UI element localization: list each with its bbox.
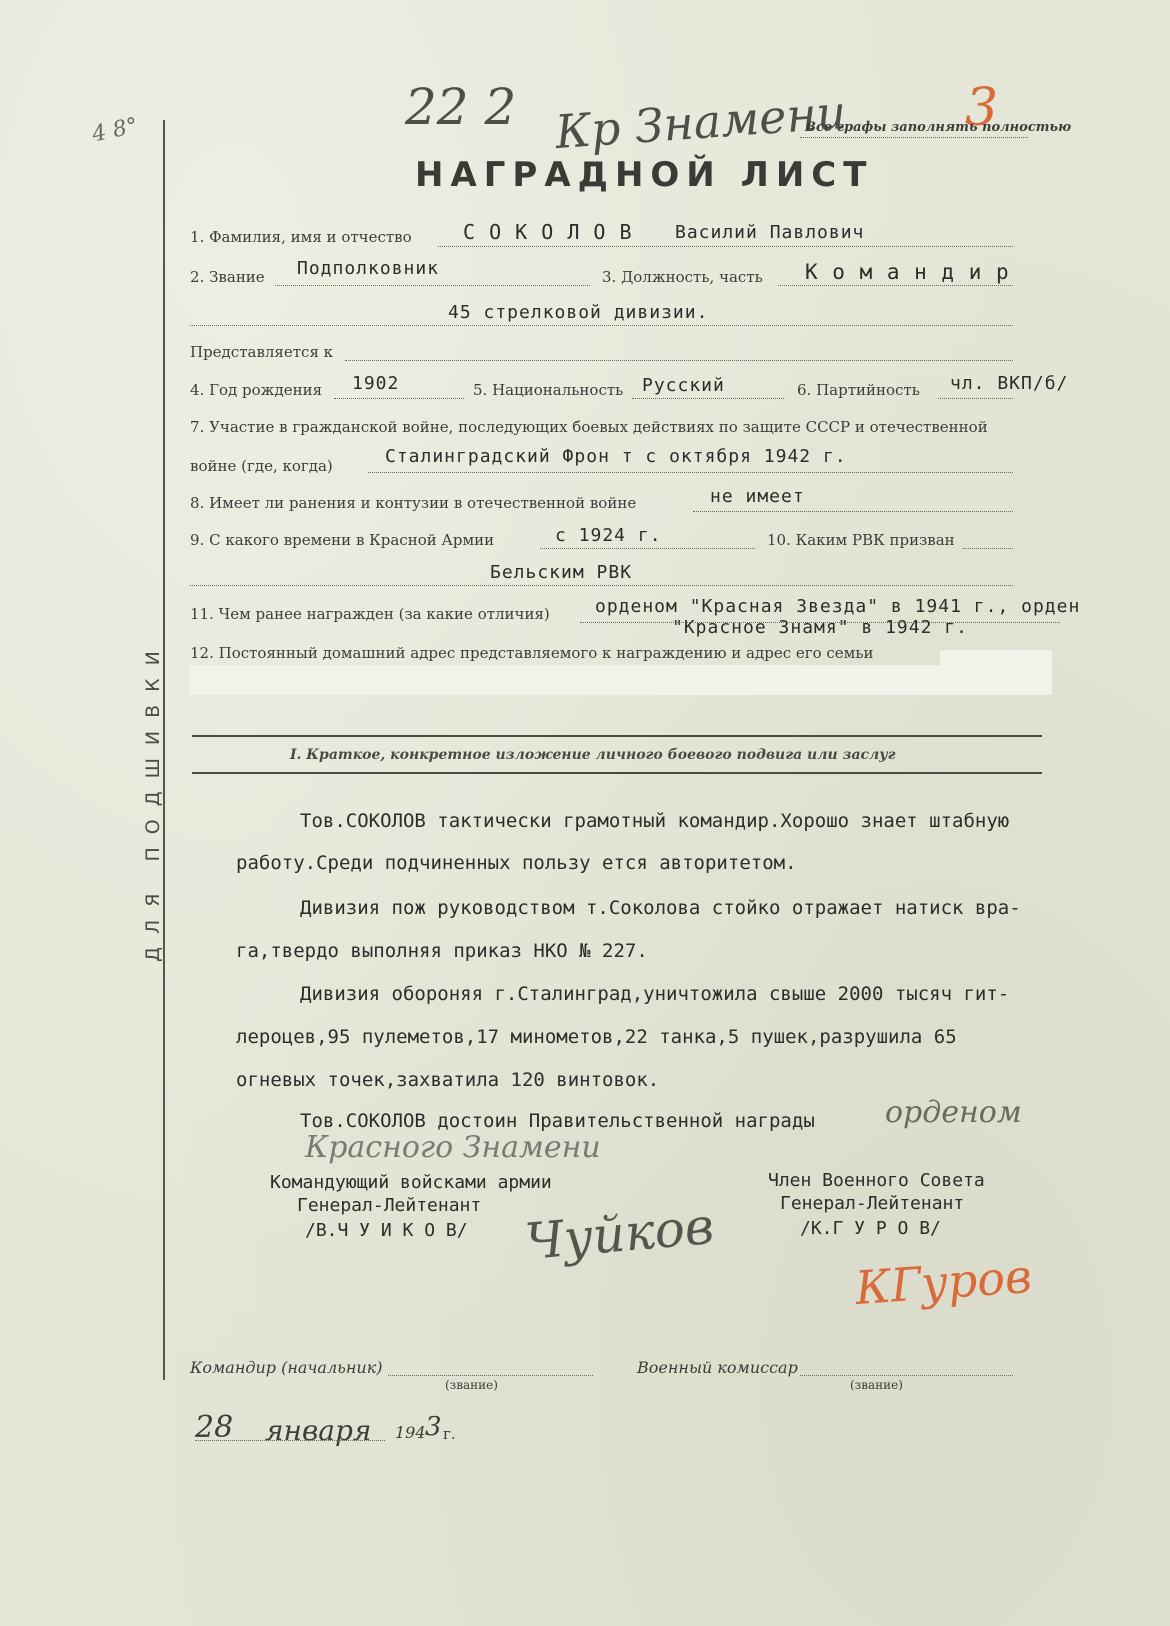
field-11-value-line2: "Красное Знамя" в 1942 г. (672, 617, 968, 638)
left-signer-position: Командующий войсками армии (270, 1172, 552, 1193)
field-1-surname: С О К О Л О В (463, 220, 633, 244)
date-year-prefix: 194 (395, 1423, 426, 1442)
date-year-suffix: 3 (425, 1412, 442, 1442)
section-top-rule (192, 735, 1042, 737)
field-1-line (438, 246, 1013, 247)
presented-for-line (345, 360, 1013, 361)
right-signature: КГуров (853, 1248, 1034, 1316)
commander-label: Командир (начальник) (190, 1358, 383, 1377)
field-2-value: Подполковник (297, 258, 440, 279)
field-6-line (938, 398, 1013, 399)
field-8-line (693, 511, 1013, 512)
body-line-7: огневых точек,захватила 120 винтовок. (236, 1069, 660, 1091)
field-11-label: 11. Чем ранее награжден (за какие отличия) (190, 605, 550, 623)
document-title: НАГРАДНОЙ ЛИСТ (415, 155, 874, 195)
body-line-1: Тов.СОКОЛОВ тактически грамотный командир.Хорошо знает штабную (300, 810, 1010, 832)
field-1-name: Василий Павлович (675, 222, 865, 243)
field-11-line (580, 622, 1060, 623)
body-line-8: Тов.СОКОЛОВ достоин Правительственной награды (300, 1110, 815, 1132)
commissar-rank-caption: (звание) (850, 1378, 903, 1392)
date-line (195, 1440, 385, 1441)
date-day: 28 (195, 1410, 234, 1445)
field-8-label: 8. Имеет ли ранения и контузии в отечественной войне (190, 494, 637, 512)
field-11-value-line1: орденом "Красная Звезда" в 1941 г., орден (595, 596, 1081, 617)
field-10-label: 10. Каким РВК призван (767, 531, 955, 549)
body-line-4: га,твердо выполняя приказ НКО № 227. (236, 940, 648, 962)
redacted-address-block-2 (190, 665, 1052, 695)
field-9-line (540, 548, 755, 549)
left-signer-name: /В.Ч У И К О В/ (305, 1220, 468, 1241)
field-7-line (368, 472, 1013, 473)
section-title: I. Краткое, конкретное изложение личного боевого подвига или заслуг (290, 747, 896, 763)
field-4-value: 1902 (352, 373, 400, 394)
body-line-2: работу.Среди подчиненных пользу ется авторитетом. (236, 852, 797, 874)
commander-rank-caption: (звание) (445, 1378, 498, 1392)
field-12-label: 12. Постоянный домашний адрес представляемого к награждению и адрес его семьи (190, 644, 874, 662)
right-signer-position: Член Военного Совета (768, 1170, 985, 1191)
right-signer-name: /К.Г У Р О В/ (800, 1218, 941, 1239)
field-7-value: Сталинградский Фрон т с октября 1942 г. (385, 446, 847, 467)
field-9-label: 9. С какого времени в Красной Армии (190, 531, 495, 549)
field-8-value: не имеет (710, 486, 805, 507)
body-line-3: Дивизия пож руководством т.Соколова стойко отражает натиск вра- (300, 897, 1021, 919)
field-4-label: 4. Год рождения (190, 381, 323, 399)
right-signer-rank: Генерал-Лейтенант (780, 1193, 965, 1214)
field-10-line-2 (190, 585, 1013, 586)
field-6-label: 6. Партийность (797, 381, 920, 399)
red-handwritten-number: 3 (965, 78, 999, 138)
field-5-label: 5. Национальность (473, 381, 624, 399)
commissar-line (800, 1375, 1013, 1376)
left-signer-rank: Генерал-Лейтенант (297, 1195, 482, 1216)
left-signature: Чуйков (522, 1196, 717, 1272)
commissar-label: Военный комиссар (637, 1358, 798, 1377)
field-5-line (632, 398, 784, 399)
top-handwritten-number: 22 2 (405, 78, 517, 136)
presented-for-label: Представляется к (190, 343, 334, 361)
field-3-value: К о м а н д и р (805, 260, 1010, 284)
award-handwritten-note: Кр Знамени (553, 84, 848, 160)
field-5-value: Русский (642, 375, 725, 396)
field-7-label-line2: войне (где, когда) (190, 457, 333, 475)
body-line-6: лероцев,95 пулеметов,17 минометов,22 танка,5 пушек,разрушила 65 (236, 1026, 957, 1048)
field-3-line-2 (190, 325, 1013, 326)
handwritten-award-2: Красного Знамени (305, 1130, 601, 1165)
instruction-underline (800, 137, 1028, 138)
field-3-line (778, 285, 1013, 286)
field-3-value-continued: 45 стрелковой дивизии. (448, 302, 709, 323)
field-2-line (275, 285, 590, 286)
date-year-label: г. (443, 1425, 456, 1443)
commander-line (388, 1375, 593, 1376)
field-6-value: чл. ВКП/б/ (950, 373, 1069, 394)
section-bottom-rule (192, 772, 1042, 774)
field-1-label: 1. Фамилия, имя и отчество (190, 228, 412, 246)
field-4-line (334, 398, 464, 399)
field-3-label: 3. Должность, часть (602, 268, 763, 286)
binding-margin-caption: ДЛЯ ПОДШИВКИ (142, 638, 164, 962)
field-7-label-line1: 7. Участие в гражданской войне, последующих боевых действиях по защите СССР и отечественной (190, 418, 988, 436)
field-9-value: с 1924 г. (555, 525, 662, 546)
corner-handwritten-note: 4 8° (89, 113, 141, 148)
handwritten-award-1: орденом (885, 1095, 1022, 1130)
body-line-5: Дивизия обороняя г.Сталинград,уничтожила свыше 2000 тысяч гит- (300, 983, 1010, 1005)
field-2-label: 2. Звание (190, 268, 265, 286)
fill-instruction: Все графы заполнять полностью (805, 120, 1072, 135)
field-10-line (963, 548, 1013, 549)
date-month: января (265, 1414, 372, 1447)
field-10-value: Бельским РВК (490, 562, 633, 583)
